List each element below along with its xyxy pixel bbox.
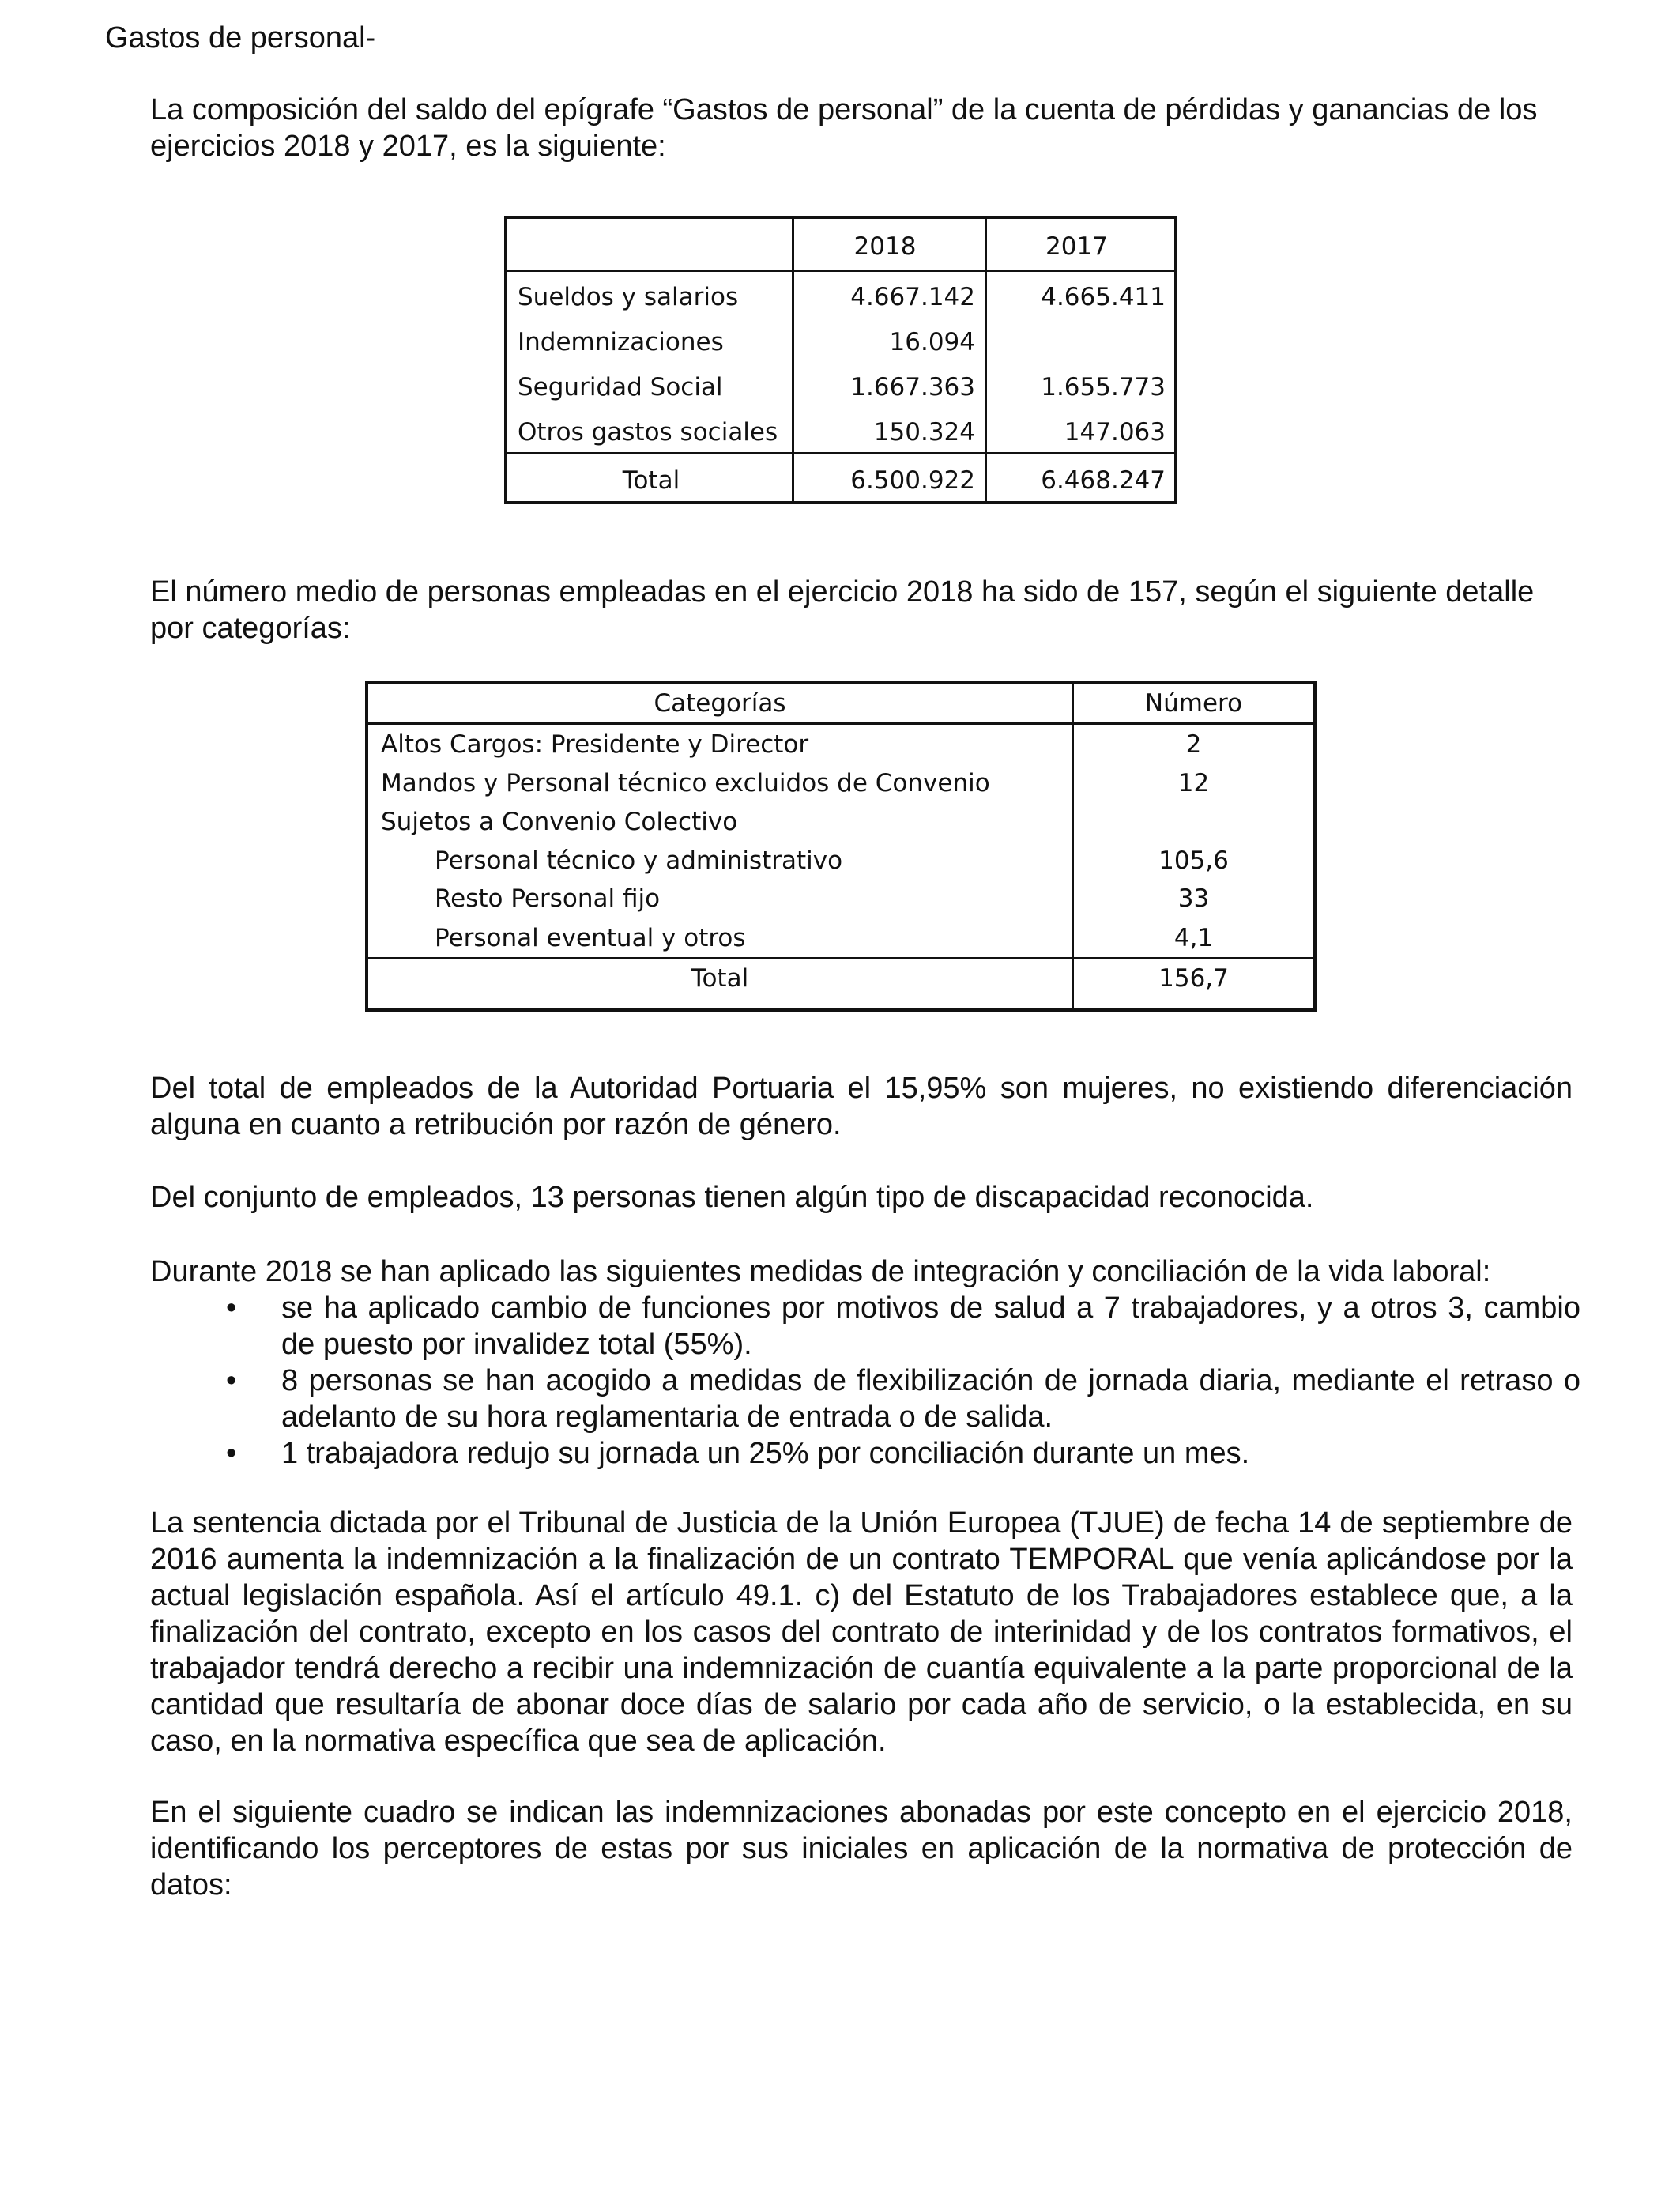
intro-paragraph: La composición del saldo del epígrafe “Gastos de personal” de la cuenta de pérdidas y ganancias de los ejercicios 2018 y 2017, es la siguiente: [150, 93, 1538, 163]
row-label: Seguridad Social [518, 373, 723, 401]
list-item-text: se ha aplicado cambio de funciones por motivos de salud a 7 trabajadores, y a otros 3, cambio de puesto por invalidez total (55%). [281, 1291, 1580, 1361]
list-item [150, 1363, 1580, 1435]
category-label: Personal eventual y otros [435, 924, 746, 952]
personnel-expenses-table [504, 216, 1177, 504]
value-2017 [988, 322, 1166, 362]
column-header-2017: 2017 [1045, 232, 1108, 261]
list-item [150, 1435, 1580, 1472]
list-item-text: 1 trabajadora redujo su jornada un 25% por conciliación durante un mes. [281, 1437, 1250, 1470]
employees-paragraph: El número medio de personas empleadas en el ejercicio 2018 ha sido de 157, según el siguiente detalle por categorías: [150, 575, 1535, 645]
total-2018: 6.500.922 [850, 466, 975, 495]
final-paragraph: En el siguiente cuadro se indican las indemnizaciones abonadas por este concepto en el ejercicio 2018, identificando los perceptores de estas por sus iniciales en aplicación de la normativa de protección de datos: [150, 1796, 1573, 1902]
category-label: Mandos y Personal técnico excluidos de Convenio [381, 769, 990, 797]
value-2017: 1.655.773 [1041, 373, 1166, 401]
category-value: 33 [1177, 884, 1210, 913]
measures-list [150, 1290, 1580, 1472]
total-2017: 6.468.247 [1041, 466, 1166, 495]
category-value [1074, 803, 1313, 841]
table-divider [507, 270, 1174, 272]
disability-paragraph: Del conjunto de empleados, 13 personas tienen algún tipo de discapacidad reconocida. [150, 1181, 1314, 1214]
category-label: Sujetos a Convenio Colectivo [381, 808, 738, 836]
value-2018: 16.094 [889, 328, 975, 356]
table-divider [985, 219, 987, 501]
bullet-icon: • [226, 1291, 237, 1325]
bullet-icon: • [226, 1437, 237, 1470]
value-2018: 4.667.142 [850, 283, 975, 311]
measures-intro-paragraph: Durante 2018 se han aplicado las siguientes medidas de integración y conciliación de la vida laboral: [150, 1255, 1491, 1288]
employee-categories-table [365, 681, 1317, 1012]
row-label: Sueldos y salarios [518, 283, 739, 311]
category-value: 105,6 [1158, 846, 1229, 875]
table-divider [368, 722, 1313, 725]
category-label: Personal técnico y administrativo [435, 846, 843, 875]
row-label: Otros gastos sociales [518, 418, 778, 447]
value-2018: 1.667.363 [850, 373, 975, 401]
column-header-2018: 2018 [853, 232, 917, 261]
total-value: 156,7 [1158, 964, 1229, 993]
list-item-text: 8 personas se han acogido a medidas de flexibilización de jornada diaria, mediante el retraso o adelanto de su hora reglamentaria de entrada o de salida. [281, 1364, 1580, 1434]
tjue-paragraph: La sentencia dictada por el Tribunal de Justicia de la Unión Europea (TJUE) de fecha 14 de septiembre de 2016 aumenta la indemnización a la finalización de un contrato TEMPORAL que venía aplicándose por la actual legislación española. Así el artículo 49.1. c) del Estatuto de los Trabajadores establece que, a la finalización del contrato, excepto en los casos del contrato de interinidad y de los contratos formativos, el trabajador tendrá derecho a recibir una indemnización de cuantía equivalente a la parte proporcional de la cantidad que resultaría de abonar doce días de salario por cada año de servicio, o la establecida, en su caso, en la normativa específica que sea de aplicación. [150, 1506, 1573, 1758]
bullet-icon: • [226, 1364, 237, 1397]
category-label: Altos Cargos: Presidente y Director [381, 730, 809, 759]
category-value: 2 [1185, 730, 1202, 759]
value-2018: 150.324 [873, 418, 975, 447]
table-divider [792, 219, 794, 501]
row-label: Indemnizaciones [518, 328, 724, 356]
column-header-categorias: Categorías [654, 689, 786, 718]
section-heading: Gastos de personal- [105, 21, 376, 55]
list-item [150, 1290, 1580, 1363]
total-label: Total [622, 466, 680, 495]
total-label: Total [691, 964, 749, 993]
value-2017: 147.063 [1064, 418, 1166, 447]
category-label: Resto Personal fijo [435, 884, 661, 913]
category-value: 12 [1177, 769, 1210, 797]
column-header-numero: Número [1144, 689, 1243, 718]
table-divider [507, 452, 1174, 454]
gender-paragraph: Del total de empleados de la Autoridad Portuaria el 15,95% son mujeres, no existiendo diferenciación alguna en cuanto a retribución por razón de género. [150, 1072, 1573, 1141]
category-value: 4,1 [1173, 924, 1214, 952]
value-2017: 4.665.411 [1041, 283, 1166, 311]
